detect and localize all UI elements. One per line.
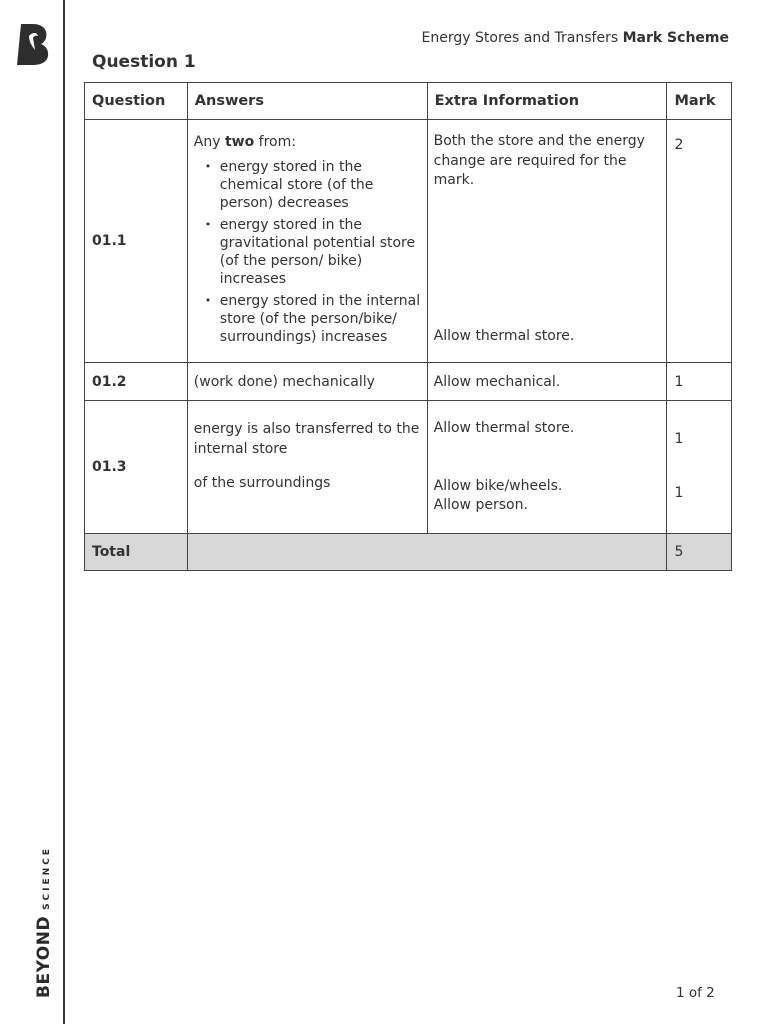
brand-sub-text: SCIENCE [42,846,52,910]
extra-info-text: Allow thermal store. [433,328,575,344]
mark-value: 1 [674,485,684,501]
sidebar-divider [63,0,65,1024]
mark-scheme-table [84,82,732,571]
question-number: 01.1 [85,120,188,363]
brand-main-text: BEYOND [34,915,54,998]
mark-value: 1 [667,363,732,401]
mark-value: 1 [674,431,684,447]
table-row [85,401,732,534]
total-empty-cell [187,534,667,571]
mark-cell [667,120,732,363]
total-row [85,534,732,571]
mark-value: 2 [674,137,684,153]
list-item: • energy stored in the gravitational potential store (of the person/ bike) increases [204,217,416,287]
extra-info-text: Allow mechanical. [427,363,667,401]
beyond-science-logo-icon [15,22,51,66]
list-item: • energy stored in the internal store (of the person/bike/ surroundings) increases [204,293,421,345]
table-row [85,363,732,401]
header-answers: Answers [187,83,427,120]
extra-info-text: Allow person. [433,497,528,513]
question-title: Question 1 [92,52,196,72]
table-row [85,120,732,363]
brand-wordmark [34,846,54,998]
extra-info-text: Both the store and the energy change are required for the mark. [433,133,645,188]
extra-info-text: Allow bike/wheels. [433,478,563,494]
header-topic: Energy Stores and Transfers [421,30,619,46]
extra-info-cell [427,401,667,534]
answer-text: energy is also transferred to the internal store [193,421,420,457]
list-item: • energy stored in the chemical store (of the person) decreases [204,159,374,211]
header-doc-type: Mark Scheme [622,30,729,46]
extra-info-text: Allow thermal store. [433,420,575,436]
mark-cell [667,401,732,534]
table-header-row [85,83,732,120]
answer-list [194,158,421,346]
question-number: 01.2 [85,363,188,401]
total-label: Total [85,534,188,571]
answer-text: (work done) mechanically [187,363,427,401]
header-mark: Mark [667,83,732,120]
page-number: 1 of 2 [676,985,715,1001]
answers-cell [187,401,427,534]
total-mark: 5 [667,534,732,571]
document-header [422,30,729,46]
answer-text: of the surroundings [193,475,331,491]
header-extra-information: Extra Information [427,83,667,120]
question-number: 01.3 [85,401,188,534]
header-question: Question [85,83,188,120]
answer-intro: Any two from: [193,134,296,150]
answers-cell [187,120,427,363]
extra-info-cell [427,120,667,363]
